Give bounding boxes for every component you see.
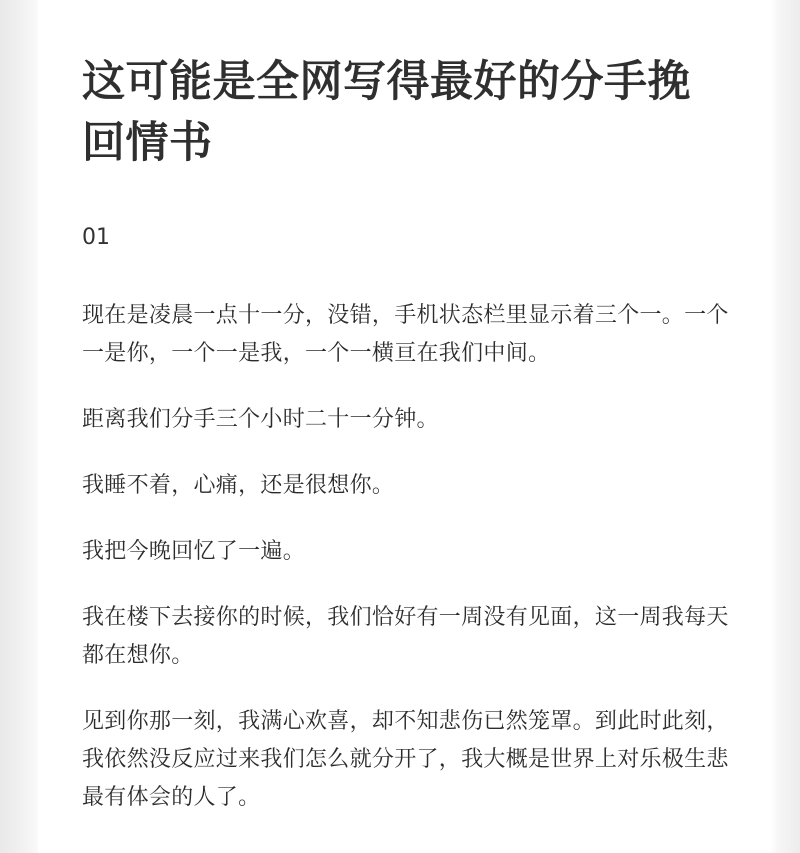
paragraph: 现在是凌晨一点十一分，没错，手机状态栏里显示着三个一。一个一是你，一个一是我，一个一横亘在我们中间。 xyxy=(82,303,729,366)
article-body xyxy=(82,52,732,845)
section-number: 01 xyxy=(82,225,110,250)
paragraph: 我把今晚回忆了一遍。 xyxy=(82,539,306,564)
paragraph: 距离我们分手三个小时二十一分钟。 xyxy=(82,407,439,432)
paragraph: 见到你那一刻，我满心欢喜，却不知悲伤已然笼罩。到此时此刻，我依然没反应过来我们怎么就分开了，我大概是世界上对乐极生悲最有体会的人了。 xyxy=(82,709,729,810)
paragraph-list xyxy=(82,297,732,817)
page-edge-left xyxy=(0,0,38,853)
page-edge-right xyxy=(770,0,800,853)
paragraph: 我在楼下去接你的时候，我们恰好有一周没有见面，这一周我每天都在想你。 xyxy=(82,605,729,668)
paragraph: 我睡不着，心痛，还是很想你。 xyxy=(82,473,395,498)
article-title: 这可能是全网写得最好的分手挽回情书 xyxy=(82,57,691,168)
